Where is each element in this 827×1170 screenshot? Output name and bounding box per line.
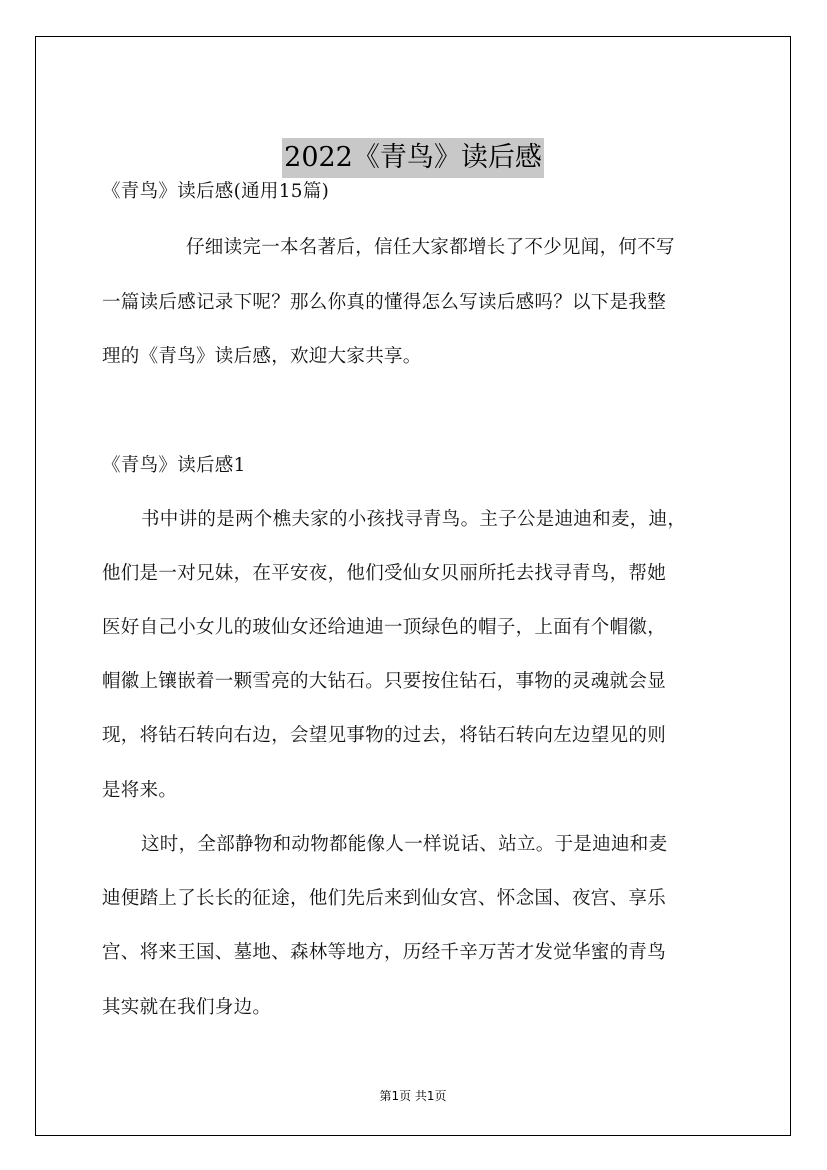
document-title: 2022《青鸟》读后感 <box>282 138 544 178</box>
intro-line-3: 理的《青鸟》读后感，欢迎大家共享。 <box>102 346 422 367</box>
para2-line-2: 迪便踏上了长长的征途，他们先后来到仙女宫、怀念国、夜宫、享乐 <box>102 888 667 909</box>
para1-line-1: 书中讲的是两个樵夫家的小孩找寻青鸟。主子公是迪迪和麦，迪， <box>141 509 687 530</box>
para1-line-5: 现，将钻石转向右边，会望见事物的过去，将钻石转向左边望见的则 <box>102 725 667 746</box>
document-page <box>35 36 791 1136</box>
intro-line-1: 仔细读完一本名著后，信任大家都增长了不少见闻，何不写 <box>186 237 675 258</box>
para1-line-4: 帽徽上镶嵌着一颗雪亮的大钻石。只要按住钻石，事物的灵魂就会显 <box>102 671 667 692</box>
section-heading: 《青鸟》读后感1 <box>102 455 246 476</box>
para2-line-3: 宫、将来王国、墓地、森林等地方，历经千辛万苦才发觉华蜜的青鸟 <box>102 942 667 963</box>
title-container <box>36 138 790 178</box>
subtitle: 《青鸟》读后感(通用15篇) <box>102 181 330 202</box>
intro-line-2: 一篇读后感记录下呢？那么你真的懂得怎么写读后感吗？以下是我整 <box>102 292 667 313</box>
para2-line-4: 其实就在我们身边。 <box>102 997 272 1018</box>
para1-line-2: 他们是一对兄妹，在平安夜，他们受仙女贝丽所托去找寻青鸟，帮她 <box>102 563 667 584</box>
para2-line-1: 这时，全部静物和动物都能像人一样说话、站立。于是迪迪和麦 <box>141 834 668 855</box>
page-footer: 第1页 共1页 <box>379 1089 447 1103</box>
para1-line-3: 医好自己小女儿的玻仙女还给迪迪一顶绿色的帽子，上面有个帽徽， <box>102 617 667 638</box>
para1-line-6: 是将来。 <box>102 780 178 801</box>
